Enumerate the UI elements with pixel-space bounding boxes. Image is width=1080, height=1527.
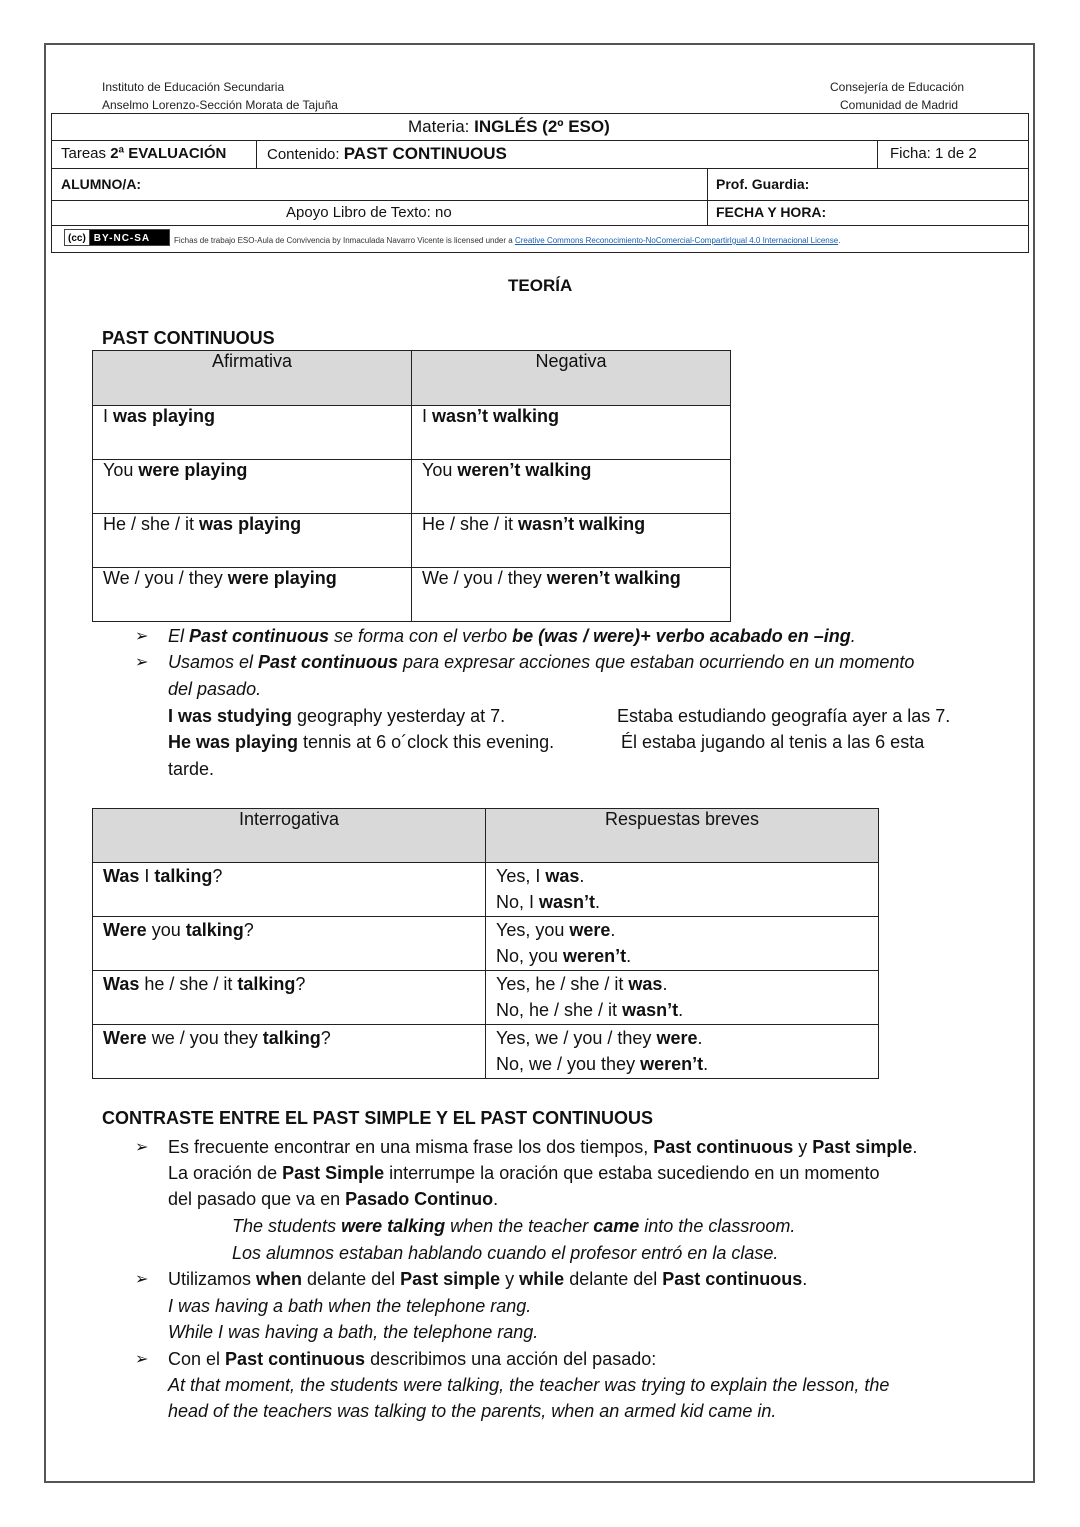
short-answer-cell <box>486 1025 879 1079</box>
example-2-en: He was playing tennis at 6 o´clock this evening. <box>168 732 555 752</box>
short-answer-no: No, he / she / it wasn’t. <box>496 1000 684 1020</box>
short-answer-yes: Yes, you were. <box>496 920 616 940</box>
short-answer-yes: Yes, he / she / it was. <box>496 974 668 994</box>
region-name: Comunidad de Madrid <box>840 98 959 112</box>
contrast-bullet-2: Utilizamos when delante del Past simple y while delante del Past continuous. <box>168 1269 808 1289</box>
contrast-bullet-1-line3: del pasado que va en Pasado Continuo. <box>168 1189 499 1209</box>
contenido-cell <box>267 144 507 164</box>
header-divider <box>51 140 1029 141</box>
negative-cell: He / she / it wasn’t walking <box>412 514 731 568</box>
example-1-es: Estaba estudiando geografía ayer a las 7. <box>617 706 951 726</box>
fecha-hora-label: FECHA Y HORA: <box>716 204 827 220</box>
school-name: Instituto de Educación Secundaria <box>102 80 285 94</box>
table-row <box>93 568 731 622</box>
table-row <box>93 1025 879 1079</box>
contenido-label: Contenido: <box>267 146 344 163</box>
school-section: Anselmo Lorenzo-Sección Morata de Tajuña <box>102 98 338 112</box>
header-afirmativa: Afirmativa <box>93 351 412 406</box>
teoria-title: TEORÍA <box>508 276 573 295</box>
table-row <box>93 863 879 917</box>
bullet-arrow-icon: ➢ <box>135 654 149 671</box>
short-answer-no: No, I wasn’t. <box>496 892 601 912</box>
bullet-arrow-icon: ➢ <box>135 1351 149 1368</box>
question-cell: Were you talking? <box>93 917 486 971</box>
interrogative-table <box>92 808 879 1079</box>
header-negativa: Negativa <box>412 351 731 406</box>
example-2-es-end: tarde. <box>168 759 215 779</box>
question-cell: Were we / you they talking? <box>93 1025 486 1079</box>
contenido-value: PAST CONTINUOUS <box>343 144 507 163</box>
contrast-bullet-1-line2: La oración de Past Simple interrumpe la oración que estaba sucediendo en un momento <box>168 1163 880 1183</box>
affirmative-cell: He / she / it was playing <box>93 514 412 568</box>
table-row <box>93 406 731 460</box>
short-answer-yes: Yes, I was. <box>496 866 585 886</box>
contrast-bullet-1: Es frecuente encontrar en una misma frase los dos tiempos, Past continuous y Past simple. <box>168 1137 918 1157</box>
table-row <box>93 917 879 971</box>
contrast-example-es: Los alumnos estaban hablando cuando el profesor entró en la clase. <box>232 1243 779 1263</box>
subject-value: INGLÉS (2º ESO) <box>474 117 610 136</box>
header-divider <box>877 140 878 168</box>
cc-symbol: (cc) <box>65 230 90 245</box>
table-row <box>93 971 879 1025</box>
table-row <box>93 460 731 514</box>
department-name: Consejería de Educación <box>830 80 965 94</box>
tareas-cell <box>61 145 226 162</box>
license-link[interactable]: Creative Commons Reconocimiento-NoComercial-CompartirIgual 4.0 Internacional License <box>514 236 839 245</box>
short-answer-no: No, we / you they weren’t. <box>496 1054 709 1074</box>
tareas-label: Tareas <box>61 145 111 162</box>
contrast-bullet-3-example-line2: head of the teachers was talking to the parents, when an armed kid came in. <box>168 1401 777 1421</box>
negative-cell: We / you / they weren’t walking <box>412 568 731 622</box>
bullet-usage-line2: del pasado. <box>168 679 262 699</box>
bullet-arrow-icon: ➢ <box>135 1139 149 1156</box>
ficha-cell: Ficha: 1 de 2 <box>890 145 977 162</box>
affirmative-cell: I was playing <box>93 406 412 460</box>
bullet-arrow-icon: ➢ <box>135 1271 149 1288</box>
short-answer-no: No, you weren’t. <box>496 946 632 966</box>
tareas-value: 2ª EVALUACIÓN <box>110 145 227 162</box>
bullet-formation: El Past continuous se forma con el verbo be (was / were)+ verbo acabado en –ing. <box>168 626 856 646</box>
license-notice <box>174 236 840 245</box>
header-divider <box>51 200 1029 201</box>
prof-guardia-label: Prof. Guardia: <box>716 176 810 192</box>
short-answer-cell <box>486 917 879 971</box>
contrast-title: CONTRASTE ENTRE EL PAST SIMPLE Y EL PAST CONTINUOUS <box>102 1108 654 1128</box>
subject-row <box>408 117 610 137</box>
header-respuestas-breves: Respuestas breves <box>486 809 879 863</box>
short-answer-cell <box>486 971 879 1025</box>
contrast-bullet-2-example-1: I was having a bath when the telephone rang. <box>168 1296 532 1316</box>
past-continuous-title: PAST CONTINUOUS <box>102 328 275 348</box>
alumno-label: ALUMNO/A: <box>61 176 142 192</box>
negative-cell: You weren’t walking <box>412 460 731 514</box>
short-answer-yes: Yes, we / you / they were. <box>496 1028 703 1048</box>
contrast-bullet-3-example-line1: At that moment, the students were talking, the teacher was trying to explain the lesson, the <box>168 1375 890 1395</box>
creative-commons-badge-icon <box>64 229 170 246</box>
affirmative-cell: You were playing <box>93 460 412 514</box>
example-1-en: I was studying geography yesterday at 7. <box>168 706 506 726</box>
table-row <box>93 514 731 568</box>
subject-label: Materia: <box>408 117 470 136</box>
affirmative-cell: We / you / they were playing <box>93 568 412 622</box>
contrast-bullet-2-example-2: While I was having a bath, the telephone rang. <box>168 1322 539 1342</box>
license-end: . <box>838 236 841 245</box>
header-divider <box>51 225 1029 226</box>
cc-license-code: BY-NC-SA <box>93 233 151 244</box>
question-cell: Was I talking? <box>93 863 486 917</box>
example-2-es: Él estaba jugando al tenis a las 6 esta <box>621 732 925 752</box>
contrast-example-en: The students were talking when the teacher came into the classroom. <box>232 1216 796 1236</box>
short-answer-cell <box>486 863 879 917</box>
question-cell: Was he / she / it talking? <box>93 971 486 1025</box>
bullet-usage: Usamos el Past continuous para expresar acciones que estaban ocurriendo en un momento <box>168 652 915 672</box>
negative-cell: I wasn’t walking <box>412 406 731 460</box>
header-divider <box>256 140 257 168</box>
bullet-arrow-icon: ➢ <box>135 628 149 645</box>
header-divider <box>707 168 708 225</box>
apoyo-libro: Apoyo Libro de Texto: no <box>286 204 452 221</box>
header-interrogativa: Interrogativa <box>93 809 486 863</box>
past-continuous-table <box>92 350 731 622</box>
license-text: Fichas de trabajo ESO-Aula de Convivencia by Inmaculada Navarro Vicente is licensed under a <box>174 236 515 245</box>
contrast-bullet-3: Con el Past continuous describimos una acción del pasado: <box>168 1349 657 1369</box>
header-divider <box>51 168 1029 169</box>
